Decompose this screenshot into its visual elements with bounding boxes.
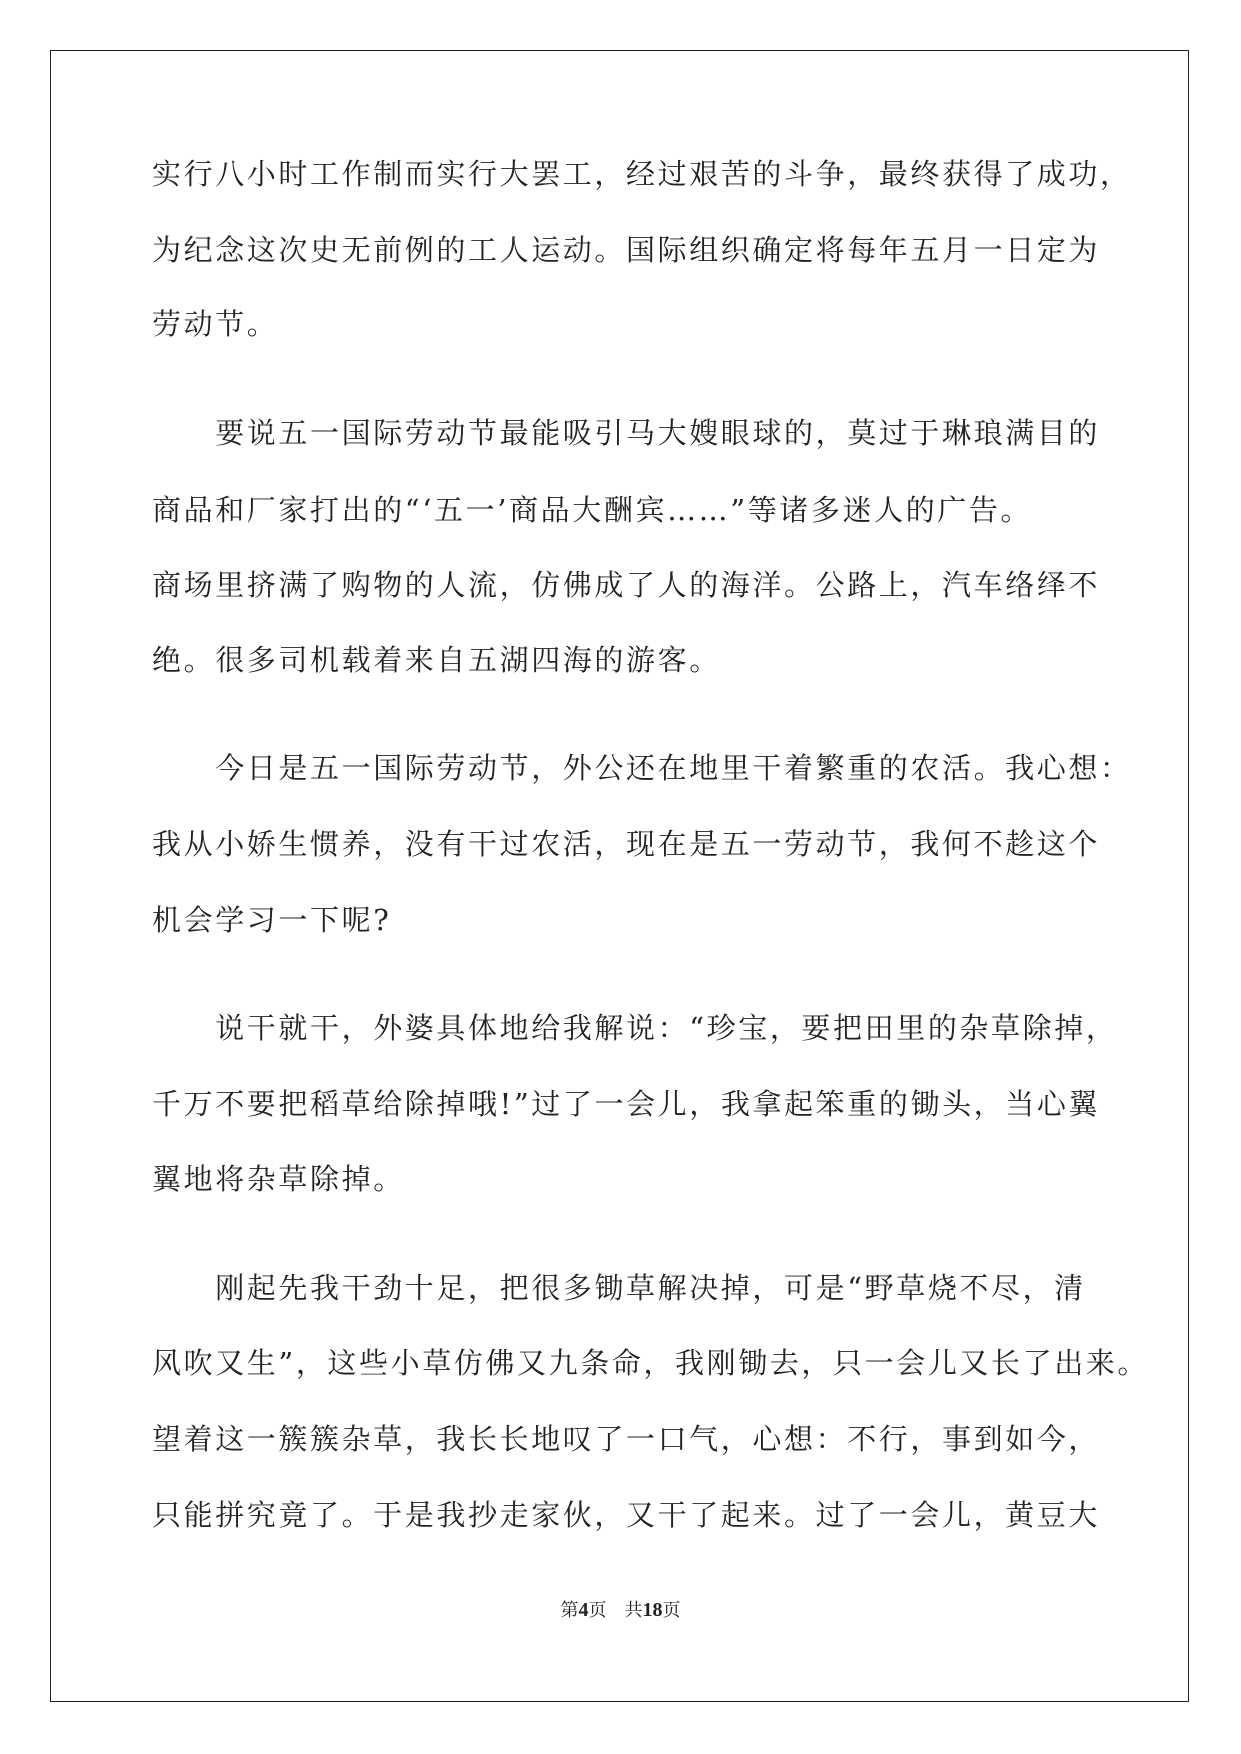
current-page-number: 4: [578, 1599, 589, 1621]
page-footer: [0, 1598, 1241, 1623]
text-line-5: 商品和厂家打出的“‘五一’商品大酬宾……”等诸多迷人的广告。: [152, 493, 1033, 527]
text-line-12: 千万不要把稻草给除掉哦!”过了一会儿，我拿起笨重的锄头，当心翼: [152, 1087, 1101, 1121]
text-line-11: 说干就干，外婆具体地给我解说：“珍宝，要把田里的杂草除掉，: [152, 1011, 1118, 1045]
text-line-3: 劳动节。: [152, 307, 279, 341]
text-line-13: 翼地将杂草除掉。: [152, 1162, 405, 1196]
total-pages-number: 18: [642, 1599, 663, 1621]
footer-suffix: 页: [662, 1600, 681, 1621]
text-line-2: 为纪念这次史无前例的工人运动。国际组织确定将每年五月一日定为: [152, 233, 1101, 267]
text-line-7: 绝。很多司机载着来自五湖四海的游客。: [152, 643, 721, 677]
text-line-10: 机会学习一下呢?: [152, 903, 392, 937]
text-line-14: 刚起先我干劲十足，把很多锄草解决掉，可是“野草烧不尽，清: [152, 1271, 1086, 1305]
text-line-15: 风吹又生”，这些小草仿佛又九条命，我刚锄去，只一会儿又长了出来。: [152, 1346, 1150, 1380]
text-line-4: 要说五一国际劳动节最能吸引马大嫂眼球的，莫过于琳琅满目的: [152, 416, 1101, 450]
text-line-8: 今日是五一国际劳动节，外公还在地里干着繁重的农活。我心想：: [152, 751, 1132, 785]
text-line-9: 我从小娇生惯养，没有干过农活，现在是五一劳动节，我何不趁这个: [152, 827, 1101, 861]
text-line-16: 望着这一簇簇杂草，我长长地叹了一口气，心想：不行，事到如今，: [152, 1422, 1101, 1456]
footer-prefix: 第: [560, 1600, 579, 1621]
text-line-1: 实行八小时工作制而实行大罢工，经过艰苦的斗争，最终获得了成功，: [152, 157, 1132, 191]
text-line-17: 只能拼究竟了。于是我抄走家伙，又干了起来。过了一会儿，黄豆大: [152, 1498, 1101, 1532]
text-line-6: 商场里挤满了购物的人流，仿佛成了人的海洋。公路上，汽车络绎不: [152, 568, 1101, 602]
footer-middle: 页 共: [588, 1600, 643, 1621]
